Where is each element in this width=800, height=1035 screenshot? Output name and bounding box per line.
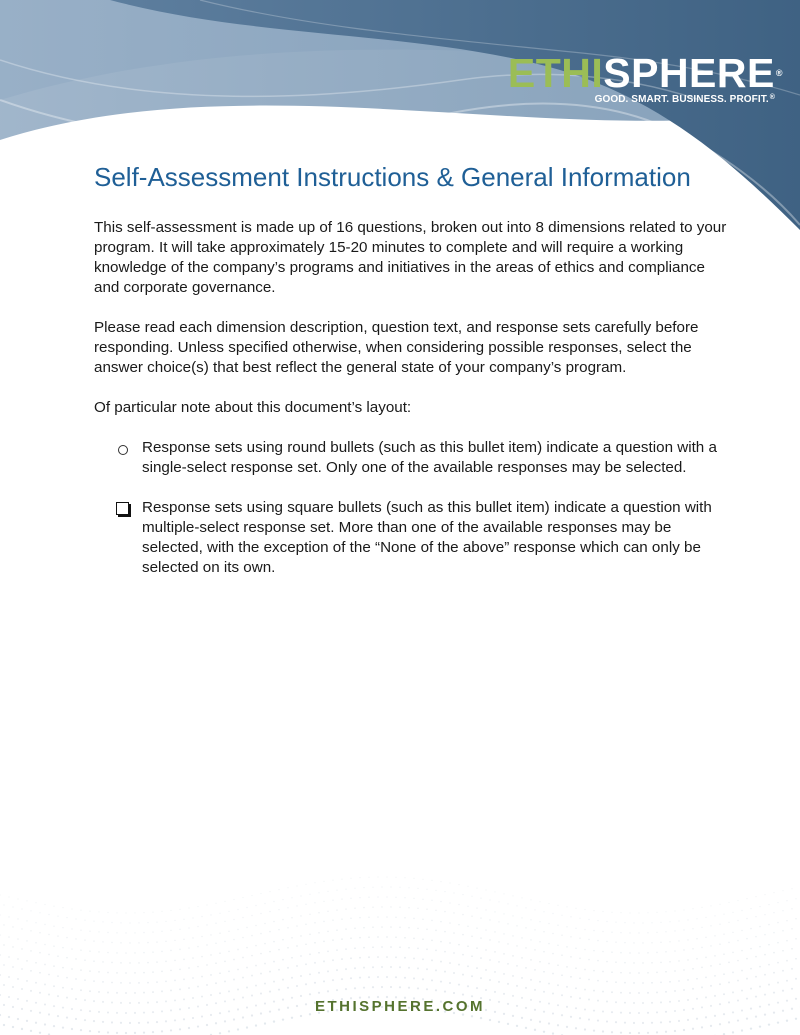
- ethisphere-logo: [508, 52, 783, 105]
- logo-wordmark-ethi: ETHI: [507, 50, 604, 96]
- bullet-marker: [116, 438, 130, 461]
- bullet-text: Response sets using round bullets (such as this bullet item) indicate a question with a single-select response set. Only one of the available responses may be selected.: [142, 439, 717, 476]
- bullet-marker: [116, 498, 130, 521]
- round-bullet-icon: [118, 445, 128, 455]
- logo-registered-mark: ®: [775, 68, 783, 78]
- logo-tagline-text: GOOD. SMART. BUSINESS. PROFIT.: [594, 94, 769, 105]
- bullet-text: Response sets using square bullets (such as this bullet item) indicate a question with multiple-select response set. More than one of the available responses may be selected, with the exception of the “None of the above” response which can only be selected on its own.: [142, 499, 712, 576]
- tagline-registered-mark: ®: [769, 94, 775, 101]
- paragraph-layout-note: Of particular note about this document’s layout:: [94, 399, 412, 416]
- logo-wordmark-sphere: SPHERE: [603, 50, 775, 96]
- paragraph-intro: This self-assessment is made up of 16 questions, broken out into 8 dimensions related to your program. It will take approximately 15-20 minutes to complete and will require a working knowledge of the company’s programs and initiatives in the areas of ethics and compliance and corporate governance.: [94, 219, 727, 296]
- bullet-item-round: [94, 438, 734, 478]
- footer-website-link[interactable]: ETHISPHERE.COM: [314, 998, 485, 1015]
- bullet-item-square: [94, 498, 734, 578]
- main-content: [94, 160, 734, 598]
- page-title: Self-Assessment Instructions & General Information: [94, 162, 691, 192]
- paragraph-instructions: Please read each dimension description, question text, and response sets carefully before responding. Unless specified otherwise, when considering possible responses, select the answer choice(s) that best reflect the general state of your company’s program.: [94, 319, 699, 376]
- bullet-list: [94, 438, 734, 578]
- square-bullet-icon: [116, 502, 129, 515]
- logo-wordmark: [508, 52, 783, 94]
